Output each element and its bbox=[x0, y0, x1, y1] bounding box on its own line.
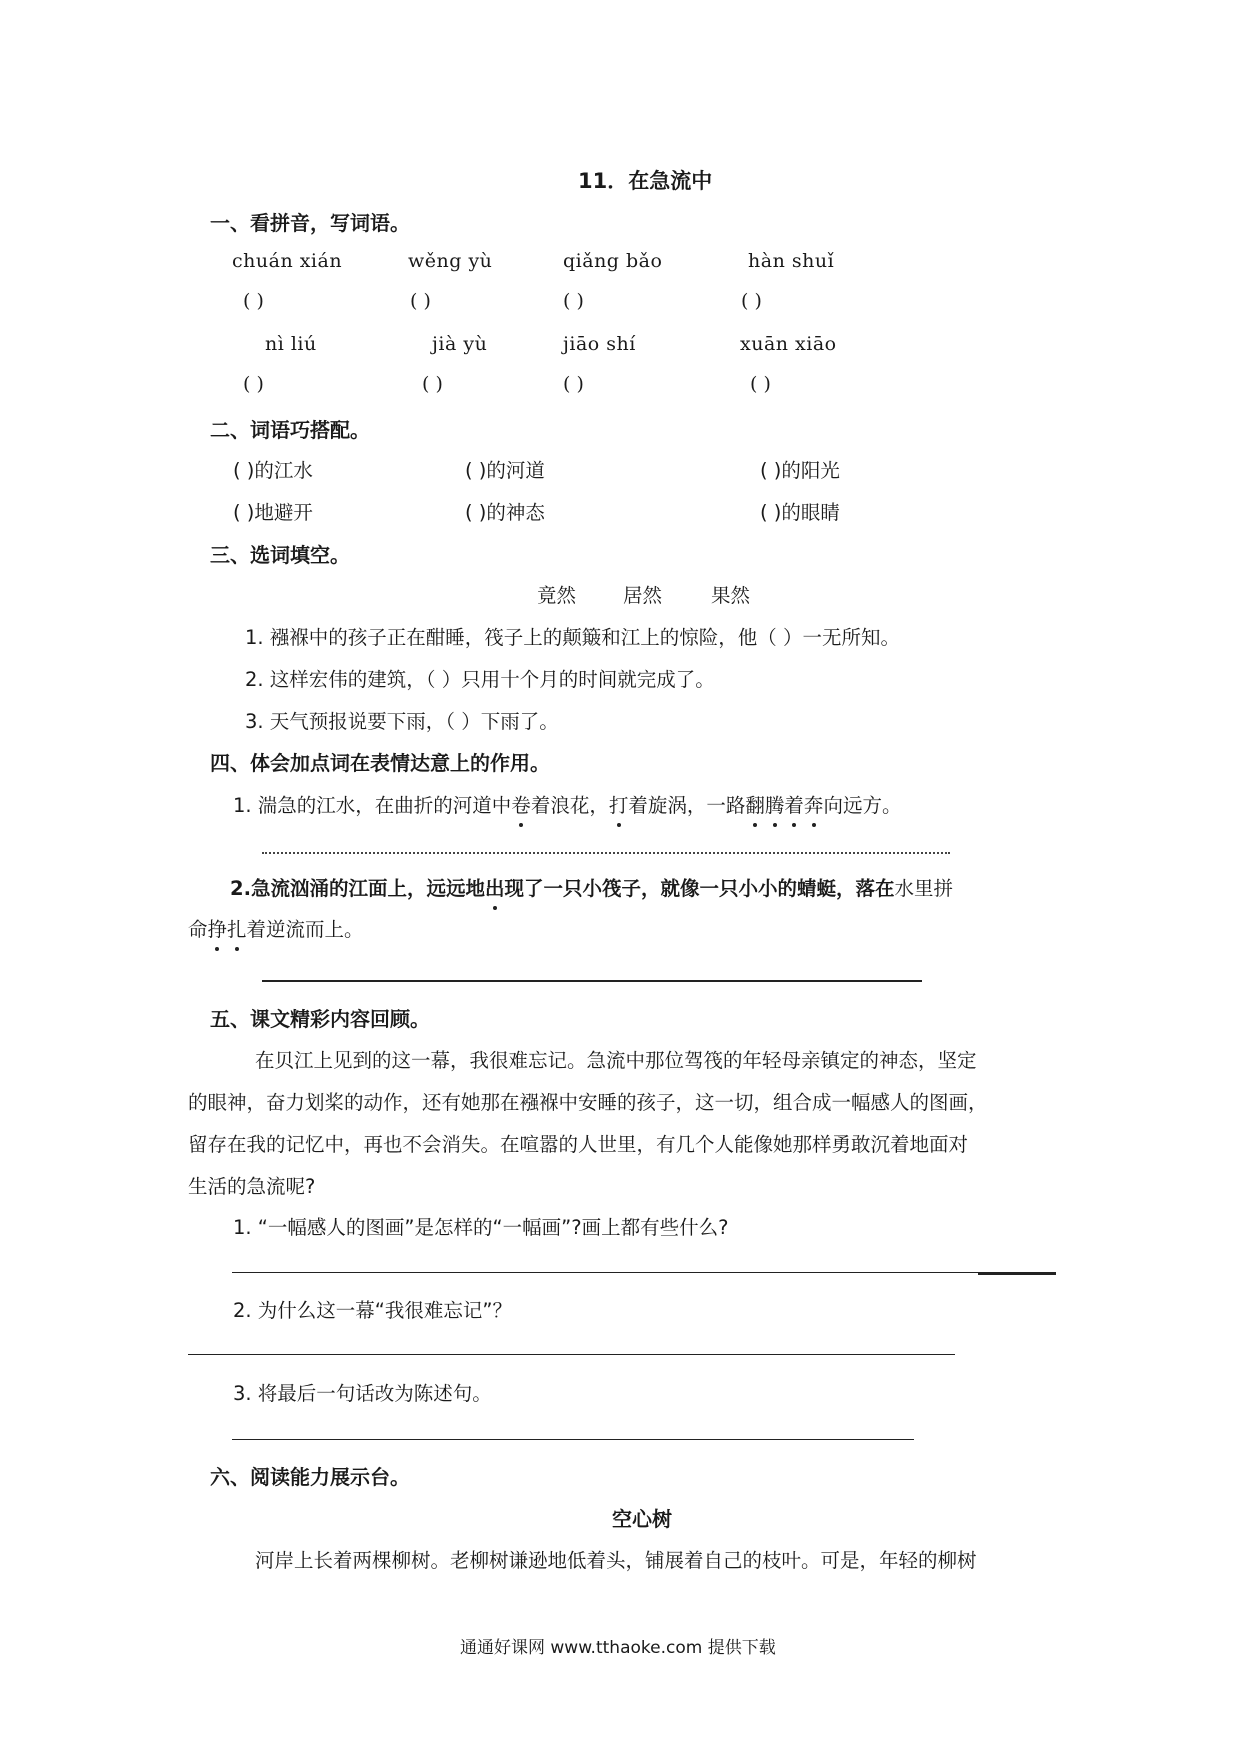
answer-line[interactable] bbox=[262, 852, 950, 854]
section-1-heading: 一、看拼音，写词语。 bbox=[210, 211, 410, 235]
sentence-text: 向远方。 bbox=[823, 794, 902, 817]
emphasis-sentence-1 bbox=[233, 790, 901, 818]
answer-line[interactable] bbox=[232, 1272, 978, 1273]
answer-line[interactable] bbox=[188, 1354, 955, 1355]
passage-line: 在贝江上见到的这一幕，我很难忘记。急流中那位驾筏的年轻母亲镇定的神态，坚定 bbox=[255, 1049, 977, 1072]
answer-blank[interactable]: ( ) bbox=[741, 290, 762, 312]
fill-question-2: 2. 这样宏伟的建筑，（ ）只用十个月的时间就完成了。 bbox=[245, 668, 715, 691]
section-2-heading: 二、词语巧搭配。 bbox=[210, 418, 370, 442]
match-item[interactable]: ( )的神态 bbox=[465, 501, 545, 524]
answer-blank[interactable]: ( ) bbox=[422, 373, 443, 395]
sentence-text: 水里拼 bbox=[894, 877, 954, 900]
section-5-heading: 五、课文精彩内容回顾。 bbox=[210, 1007, 430, 1031]
match-item[interactable]: ( )的河道 bbox=[465, 459, 545, 482]
dotted-word: 奔 bbox=[804, 790, 824, 818]
answer-blank[interactable]: ( ) bbox=[750, 373, 771, 395]
dotted-word: 腾 bbox=[765, 790, 785, 818]
word-choice: 果然 bbox=[711, 584, 751, 607]
match-item[interactable]: ( )的阳光 bbox=[760, 459, 840, 482]
word-choice: 居然 bbox=[623, 584, 663, 607]
answer-blank[interactable]: ( ) bbox=[410, 290, 431, 312]
review-question-3: 3. 将最后一句话改为陈述句。 bbox=[233, 1382, 492, 1405]
section-4-heading: 四、体会加点词在表情达意上的作用。 bbox=[210, 751, 550, 775]
page-title: 11．在急流中 bbox=[578, 169, 713, 193]
answer-blank[interactable]: ( ) bbox=[243, 373, 264, 395]
dotted-word: 翻 bbox=[745, 790, 765, 818]
section-6-heading: 六、阅读能力展示台。 bbox=[210, 1465, 410, 1489]
pinyin-8: xuān xiāo bbox=[740, 333, 837, 355]
word-choice: 竟然 bbox=[537, 584, 577, 607]
reading-passage: 河岸上长着两棵柳树。老柳树谦逊地低着头，铺展着自己的枝叶。可是，年轻的柳树 bbox=[255, 1549, 977, 1572]
dotted-word: 扎 bbox=[227, 914, 247, 942]
pinyin-5: nì liú bbox=[265, 333, 317, 355]
sentence-text: 命 bbox=[188, 918, 208, 941]
answer-blank[interactable]: ( ) bbox=[563, 290, 584, 312]
answer-line[interactable] bbox=[262, 980, 922, 982]
passage-line: 的眼神，奋力划桨的动作，还有她那在襁褓中安睡的孩子，这一切，组合成一幅感人的图画， bbox=[188, 1091, 988, 1114]
dotted-word: 挣 bbox=[208, 914, 228, 942]
sentence-text: 现了一只小筏子，就像一只小小的蜻蜓，落在 bbox=[504, 877, 895, 900]
passage-line: 生活的急流呢? bbox=[188, 1175, 316, 1198]
sentence-text: 着逆流而上。 bbox=[246, 918, 364, 941]
footer-credit: 通通好课网 www.tthaoke.com 提供下载 bbox=[460, 1638, 776, 1658]
emphasis-sentence-2 bbox=[230, 873, 953, 901]
fill-question-3: 3. 天气预报说要下雨，（ ）下雨了。 bbox=[245, 710, 559, 733]
sentence-text: 着旋涡，一路 bbox=[628, 794, 746, 817]
answer-blank[interactable]: ( ) bbox=[243, 290, 264, 312]
match-item[interactable]: ( )地避开 bbox=[233, 501, 313, 524]
dotted-word: 打 bbox=[609, 790, 629, 818]
pinyin-3: qiǎng bǎo bbox=[563, 250, 663, 272]
match-item[interactable]: ( )的眼睛 bbox=[760, 501, 840, 524]
emphasis-sentence-2-cont bbox=[188, 914, 364, 942]
sentence-text: 着浪花， bbox=[530, 794, 609, 817]
sentence-text: 1. 湍急的江水，在曲折的河道中 bbox=[233, 794, 512, 817]
pinyin-6: jià yù bbox=[432, 333, 488, 355]
pinyin-7: jiāo shí bbox=[563, 333, 636, 355]
answer-line[interactable] bbox=[232, 1439, 914, 1440]
passage-line: 留存在我的记忆中，再也不会消失。在喧嚣的人世里，有几个人能像她那样勇敢沉着地面对 bbox=[188, 1133, 969, 1156]
dotted-word: 卷 bbox=[511, 790, 531, 818]
dotted-word: 着 bbox=[784, 790, 804, 818]
sentence-text: 2.急流汹涌的江面上，远远地 bbox=[230, 877, 485, 900]
dotted-word: 出 bbox=[485, 873, 505, 901]
review-question-2: 2. 为什么这一幕“我很难忘记”？ bbox=[233, 1299, 513, 1322]
pinyin-4: hàn shuǐ bbox=[748, 250, 835, 272]
reading-title: 空心树 bbox=[612, 1507, 672, 1531]
answer-blank[interactable]: ( ) bbox=[563, 373, 584, 395]
fill-question-1: 1. 襁褓中的孩子正在酣睡，筏子上的颠簸和江上的惊险，他（ ）一无所知。 bbox=[245, 626, 901, 649]
section-3-heading: 三、选词填空。 bbox=[210, 543, 350, 567]
pinyin-2: wěng yù bbox=[408, 250, 493, 272]
match-item[interactable]: ( )的江水 bbox=[233, 459, 313, 482]
pinyin-1: chuán xián bbox=[232, 250, 343, 272]
review-question-1: 1. “一幅感人的图画”是怎样的“一幅画”?画上都有些什么? bbox=[233, 1216, 729, 1239]
answer-line[interactable] bbox=[978, 1272, 1056, 1275]
